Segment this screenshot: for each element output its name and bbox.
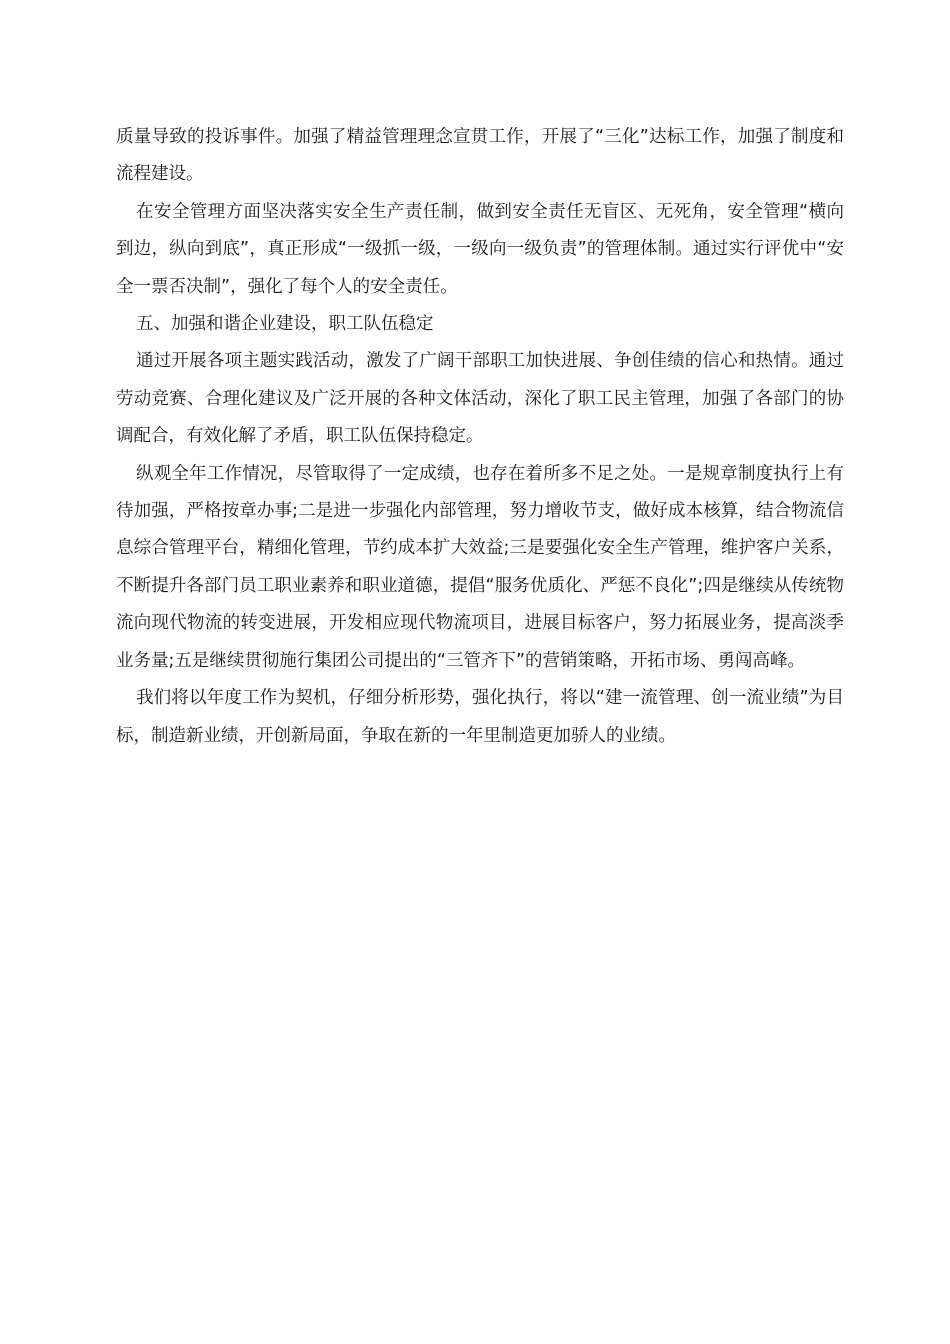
paragraph-continuation: 质量导致的投诉事件。加强了精益管理理念宣贯工作，开展了“三化”达标工作，加强了制度和流程建设。 [116, 127, 844, 185]
section-heading-five: 五、加强和谐企业建设，职工队伍稳定 [136, 314, 434, 335]
document-body [116, 119, 844, 755]
paragraph-team-stability: 通过开展各项主题实践活动，激发了广阔干部职工加快进展、争创佳绩的信心和热情。通过劳动竞赛、合理化建议及广泛开展的各种文体活动，深化了职工民主管理，加强了各部门的协调配合，有效化解了矛盾，职工队伍保持稳定。 [116, 351, 844, 447]
paragraph-closing: 我们将以年度工作为契机，仔细分析形势，强化执行，将以“建一流管理、创一流业绩”为目标，制造新业绩，开创新局面，争取在新的一年里制造更加骄人的业绩。 [116, 688, 844, 746]
paragraph-safety-management: 在安全管理方面坚决落实安全生产责任制，做到安全责任无盲区、无死角，安全管理“横向到边，纵向到底”，真正形成“一级抓一级，一级向一级负责”的管理体制。通过实行评优中“安全一票否决制”，强化了每个人的安全责任。 [116, 201, 844, 297]
paragraph-annual-review: 纵观全年工作情况，尽管取得了一定成绩，也存在着所多不足之处。一是规章制度执行上有待加强，严格按章办事;二是进一步强化内部管理，努力增收节支，做好成本核算，结合物流信息综合管理平台，精细化管理，节约成本扩大效益;三是要强化安全生产管理，维护客户关系，不断提升各部门员工职业素养和职业道德，提倡“服务优质化、严惩不良化”;四是继续从传统物流向现代物流的转变进展，开发相应现代物流项目，进展目标客户，努力拓展业务，提高淡季业务量;五是继续贯彻施行集团公司提出的“三管齐下”的营销策略，开拓市场、勇闯高峰。 [116, 463, 844, 671]
